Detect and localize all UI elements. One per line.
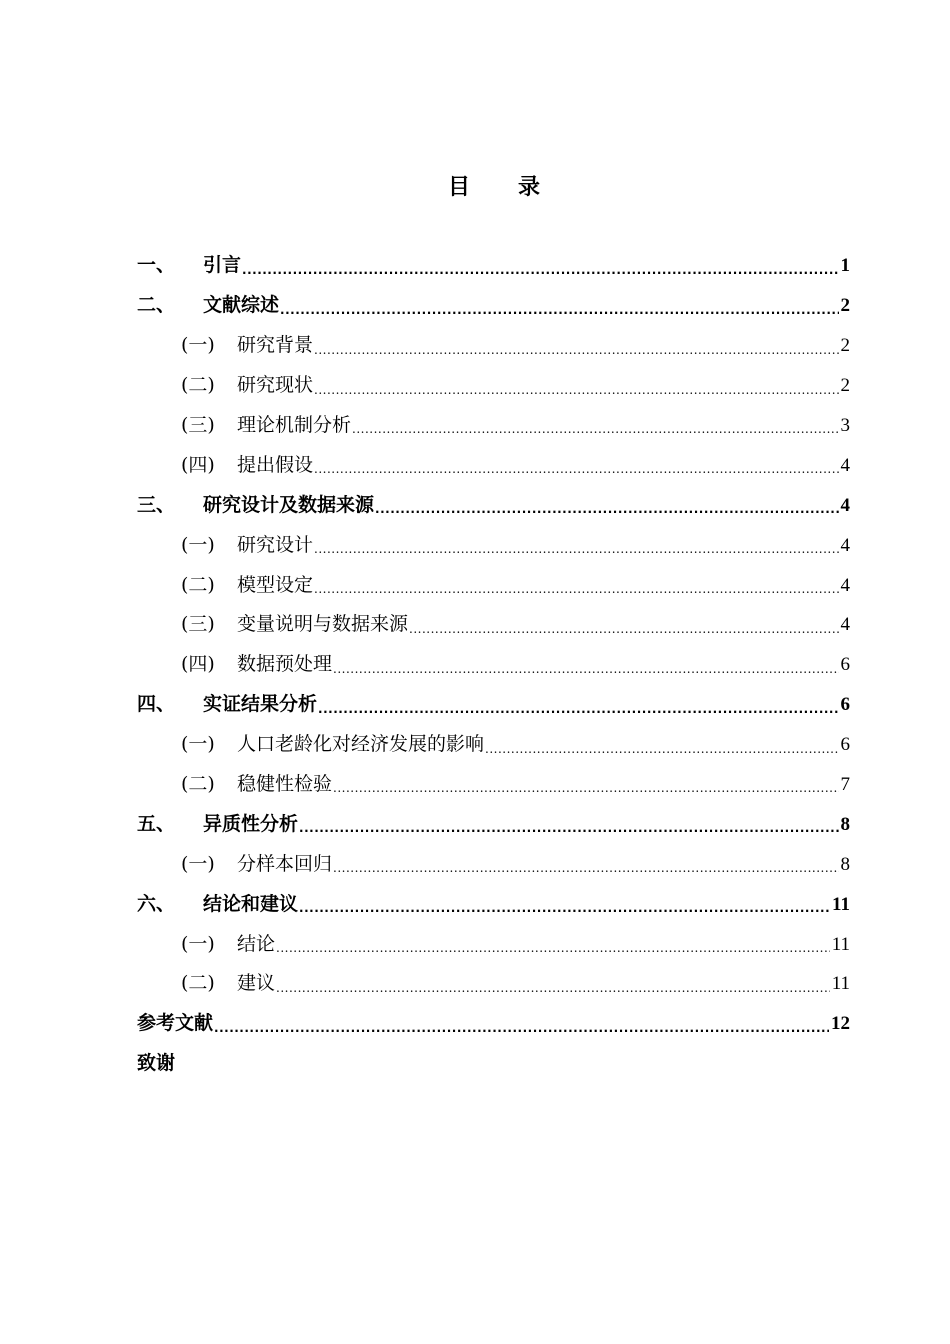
toc-entry-chapter[interactable] [137, 485, 850, 525]
toc-entry-label: 实证结果分析 [203, 693, 318, 716]
toc-entry-page-number: 6 [840, 694, 850, 716]
toc-entry-section[interactable] [137, 964, 850, 1004]
toc-entry-section[interactable] [137, 366, 850, 406]
toc-entry-number: 五、 [137, 812, 176, 835]
toc-entry-label: 稳健性检验 [237, 773, 333, 796]
toc-entry-page-number: 2 [840, 375, 850, 397]
toc-entry-page-number: 4 [840, 494, 850, 516]
toc-entry-page-number: 2 [840, 335, 850, 357]
toc-entry-number: (一) [181, 932, 215, 955]
toc-entry-label: 研究设计 [237, 533, 314, 556]
toc-entry-section[interactable] [137, 844, 850, 884]
dot-leader [242, 264, 838, 276]
dot-leader [299, 902, 830, 914]
dot-leader [333, 862, 838, 874]
toc-entry-section[interactable] [137, 406, 850, 446]
toc-entry-page-number: 4 [840, 534, 850, 556]
toc-title-char-1: 目 [447, 175, 472, 200]
toc-entry-page-number: 6 [840, 734, 850, 756]
toc-entry-chapter[interactable] [137, 685, 850, 725]
dot-leader [299, 822, 838, 834]
dot-leader [214, 1022, 829, 1034]
toc-entry-section[interactable] [137, 924, 850, 964]
toc-entry-label: 结论和建议 [203, 892, 299, 915]
dot-leader [314, 344, 838, 356]
toc-entry-number: (三) [181, 613, 215, 636]
toc-entry-section[interactable] [137, 525, 850, 565]
toc-entry-label: 结论 [237, 932, 276, 955]
toc-entry-page-number: 3 [840, 415, 850, 436]
toc-entry-number: (二) [181, 573, 215, 596]
toc-entry-chapter[interactable] [137, 804, 850, 844]
dot-leader [314, 543, 838, 555]
dot-leader [318, 703, 838, 715]
toc-entry-label: 致谢 [137, 1052, 176, 1075]
toc-entry-section[interactable] [137, 326, 850, 366]
toc-entry-label: 数据预处理 [237, 653, 333, 676]
toc-entry-chapter[interactable] [137, 1004, 850, 1044]
toc-entry-number: (一) [181, 533, 215, 556]
toc-entry-number: (一) [181, 733, 215, 756]
toc-entry-label: 参考文献 [137, 1012, 214, 1035]
toc-entry-label: 提出假设 [237, 453, 314, 476]
dot-leader [333, 782, 838, 794]
dot-leader [375, 503, 838, 515]
toc-entry-page-number: 6 [840, 654, 850, 676]
toc-entry-label: 建议 [237, 972, 276, 995]
table-of-contents [137, 246, 850, 1084]
dot-leader [276, 982, 830, 994]
toc-entry-page-number: 2 [840, 295, 850, 317]
toc-entry-number: (二) [181, 374, 215, 397]
toc-entry-label: 引言 [203, 254, 242, 277]
toc-entry-label: 研究背景 [237, 334, 314, 357]
toc-entry-number: 四、 [137, 693, 176, 716]
dot-leader [314, 583, 838, 595]
toc-entry-label: 文献综述 [203, 294, 280, 317]
dot-leader [314, 463, 838, 475]
toc-entry-label: 理论机制分析 [237, 414, 352, 436]
toc-entry-page-number: 11 [831, 933, 850, 955]
toc-entry-label: 异质性分析 [203, 812, 299, 835]
toc-entry-page-number: 11 [832, 893, 850, 915]
toc-entry-number: 一、 [137, 254, 176, 277]
toc-entry-page-number: 11 [831, 973, 850, 995]
toc-entry-page-number: 7 [840, 774, 850, 796]
toc-entry-section[interactable] [137, 645, 850, 685]
toc-entry-label: 分样本回归 [237, 852, 333, 875]
toc-entry-chapter[interactable] [137, 286, 850, 326]
toc-entry-number: (二) [181, 972, 215, 995]
toc-title [0, 170, 950, 201]
toc-entry-chapter[interactable] [137, 884, 850, 924]
toc-entry-section[interactable] [137, 725, 850, 765]
toc-entry-number: (三) [181, 414, 215, 436]
toc-entry-number: 二、 [137, 294, 176, 317]
dot-leader [352, 423, 838, 435]
toc-entry-page-number: 4 [840, 614, 850, 636]
toc-entry-number: (二) [181, 773, 215, 796]
toc-entry-label: 研究现状 [237, 374, 314, 397]
dot-leader [276, 942, 830, 954]
toc-entry-page-number: 4 [840, 454, 850, 476]
toc-entry-section[interactable] [137, 765, 850, 805]
toc-entry-number: (一) [181, 334, 215, 357]
toc-entry-page-number: 12 [831, 1013, 850, 1035]
toc-entry-chapter[interactable] [137, 246, 850, 286]
toc-entry-section[interactable] [137, 565, 850, 605]
toc-entry-section[interactable] [137, 445, 850, 485]
dot-leader [314, 384, 838, 396]
toc-entry-page-number: 8 [840, 813, 850, 835]
toc-entry-section[interactable] [137, 605, 850, 645]
dot-leader [333, 663, 838, 675]
toc-entry-label: 变量说明与数据来源 [237, 613, 409, 636]
toc-entry-number: (四) [181, 453, 215, 476]
toc-entry-page-number: 1 [840, 255, 850, 277]
toc-entry-label: 研究设计及数据来源 [203, 493, 375, 516]
toc-entry-label: 模型设定 [237, 573, 314, 596]
toc-entry-number: 六、 [137, 892, 176, 915]
toc-entry-chapter[interactable] [137, 1044, 850, 1084]
dot-leader [485, 743, 838, 755]
toc-entry-number: (四) [181, 653, 215, 676]
toc-title-char-2: 录 [518, 175, 543, 200]
toc-entry-number: (一) [181, 852, 215, 875]
dot-leader [280, 304, 838, 316]
toc-entry-number: 三、 [137, 493, 176, 516]
toc-entry-page-number: 4 [840, 574, 850, 596]
dot-leader [409, 623, 838, 635]
toc-entry-page-number: 8 [840, 853, 850, 875]
toc-entry-label: 人口老龄化对经济发展的影响 [237, 733, 485, 756]
